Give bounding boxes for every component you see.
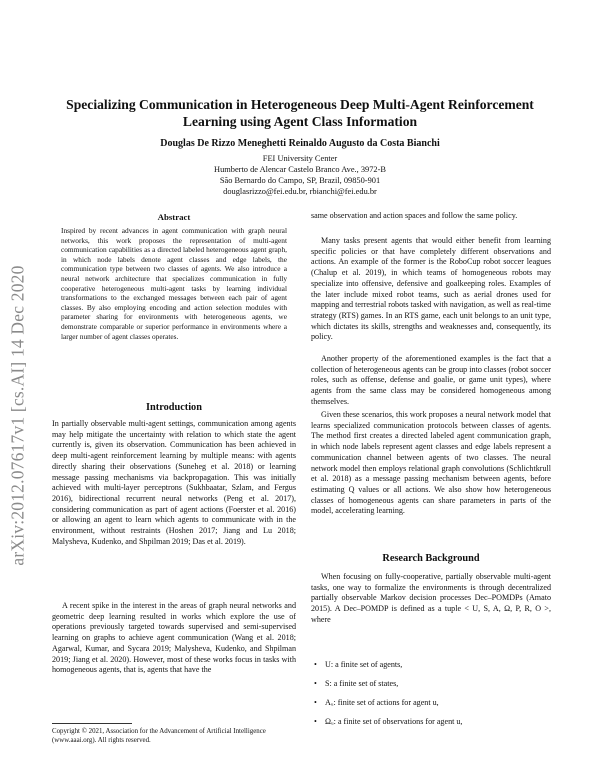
arxiv-id: arXiv:2012.07617v1 [cs.AI] 14 Dec 2020 bbox=[7, 264, 28, 566]
paper-title: Specializing Communication in Heterogeneous Deep Multi-Agent Reinforcement Learning using Agent Class Information bbox=[66, 97, 534, 129]
right-paragraph-2: Many tasks present agents that would either benefit from learning specific policies or that have completely different observations and actions. An example of the former is the RoboCup robot soccer leagues (Chalup et al. 2019), in which teams of homogeneous robots may specialize into offensive, defensive and goalkeeping roles. Examples of the later include mixed robot teams, such as aerial drones used for mapping and terrestrial robots tasked with navigation, as well as real-time strategy (RTS) games. In an RTS game, each unit belongs to an unit type, which dictates its skills, strengths and weaknesses and, consequently, its policy. bbox=[311, 236, 551, 342]
footnote-divider bbox=[52, 723, 132, 724]
list-item: • Aᵤ: finite set of actions for agent u, bbox=[311, 698, 551, 709]
list-item: • U: a finite set of agents, bbox=[311, 660, 551, 671]
affiliation-line: São Bernardo do Campo, SP, Brazil, 09850-901 bbox=[219, 176, 381, 186]
right-paragraph-4: Given these scenarios, this work proposes a neural network model that learns specialized communication protocols between classes of agents. The method first creates a directed labeled agent communication graph, in which node labels represent agent classes and edge labels represent a communication channel between agents of two classes. The neural network model then employs relational graph convolutions (Schlichtkrull et al. 2018) as a message passing mechanism between agents, before estimating Q values or all actions. We also show how heterogeneous classes of homogeneous agents can share parameters in parts of the model, accelerating learning. bbox=[311, 410, 551, 516]
research-paragraph-1: When focusing on fully-cooperative, partially observable multi-agent tasks, one way to formalize the environments is through decentralized partially observable Markov decision processes Dec–POMDPs (Amato 2015). A Dec–POMDP is defined as a tuple < U, S, A, Ω, P, R, O >, where bbox=[311, 572, 551, 624]
intro-paragraph-2: A recent spike in the interest in the areas of graph neural networks and geometric deep learning resulted in works which explore the use of operations previously targeted towards supervised and semi-supervised learning on graphs to achieve agent communication (Wang et al. 2018; Agarwal, Kumar, and Sycara 2019; Malysheva, Kudenko, and Shpilman 2019; Jiang et al. 2020). However, most of these works focus in tasks with homogeneous agents, that is, agents that have the bbox=[52, 601, 296, 675]
list-item: • S: a finite set of states, bbox=[311, 679, 551, 690]
affiliation-line: Humberto de Alencar Castelo Branco Ave., 3972-B bbox=[214, 165, 386, 175]
affiliation-line: FEI University Center bbox=[262, 154, 338, 163]
abstract-text: Inspired by recent advances in agent communication with graph neural networks, this work proposes the representation of multi-agent communication capabilities as a directed labeled heterogeneous agent graph, in which node labels denote agent classes and edge labels, the communication type between two classes of agents. We also introduce a neural network architecture that specializes communication in fully cooperative heterogeneous multi-agent tasks by learning individual transformations to the exchanged messages between each pair of agent classes. By also employing encoding and action selection modules with parameter sharing for environments with heterogeneous agents, we demonstrate comparable or superior performance in environments where a larger number of agent classes operates. bbox=[61, 226, 287, 341]
list-item: • Ωᵤ: a finite set of observations for agent u, bbox=[311, 717, 551, 728]
right-paragraph-3: Another property of the aforementioned examples is the fact that a collection of heterogeneous agents can be group into classes (robot soccer roles, such as offense, defense and goalie, or game unit types), where agents from the same class may be considered homogeneous among themselves. bbox=[311, 354, 551, 406]
authors: Douglas De Rizzo Meneghetti Reinaldo Augusto da Costa Bianchi bbox=[160, 138, 440, 149]
copyright-footnote: Copyright © 2021, Association for the Advancement of Artificial Intelligence (www.aaai.org). All rights reserved. bbox=[52, 728, 266, 744]
introduction-heading: Introduction bbox=[146, 402, 202, 413]
research-background-heading: Research Background bbox=[382, 553, 480, 564]
arxiv-stamp bbox=[1, 200, 35, 630]
right-paragraph-1: same observation and action spaces and follow the same policy. bbox=[311, 211, 518, 220]
affiliation bbox=[48, 153, 552, 197]
affiliation-emails: douglasrizzo@fei.edu.br, rbianchi@fei.edu.br bbox=[223, 187, 377, 197]
definition-list bbox=[311, 660, 551, 736]
intro-paragraph-1: In partially observable multi-agent settings, communication among agents may help mitigate the uncertainty with relation to which state the agent currently is, given its observation. Communication has been achieved in deep multi-agent reinforcement learning by multiple means: with agents directly sharing their observations (Suneheg et al. 2018) or learning message passing mechanisms via backpropagation. This was initially achieved with multi-layer perceptrons (Sukhbaatar, Szlam, and Fergus 2016), bidirectional recurrent neural networks (Peng et al. 2017), considering communication as part of agent actions (Foerster et al. 2016) or allowing an agent to learn which agents to communicate with in the environment, without restraints (Hoshen 2017; Jiang and Lu 2018; Malysheva, Kudenko, and Shpilman 2019; Das et al. 2019). bbox=[52, 419, 296, 546]
abstract-heading: Abstract bbox=[157, 212, 191, 222]
